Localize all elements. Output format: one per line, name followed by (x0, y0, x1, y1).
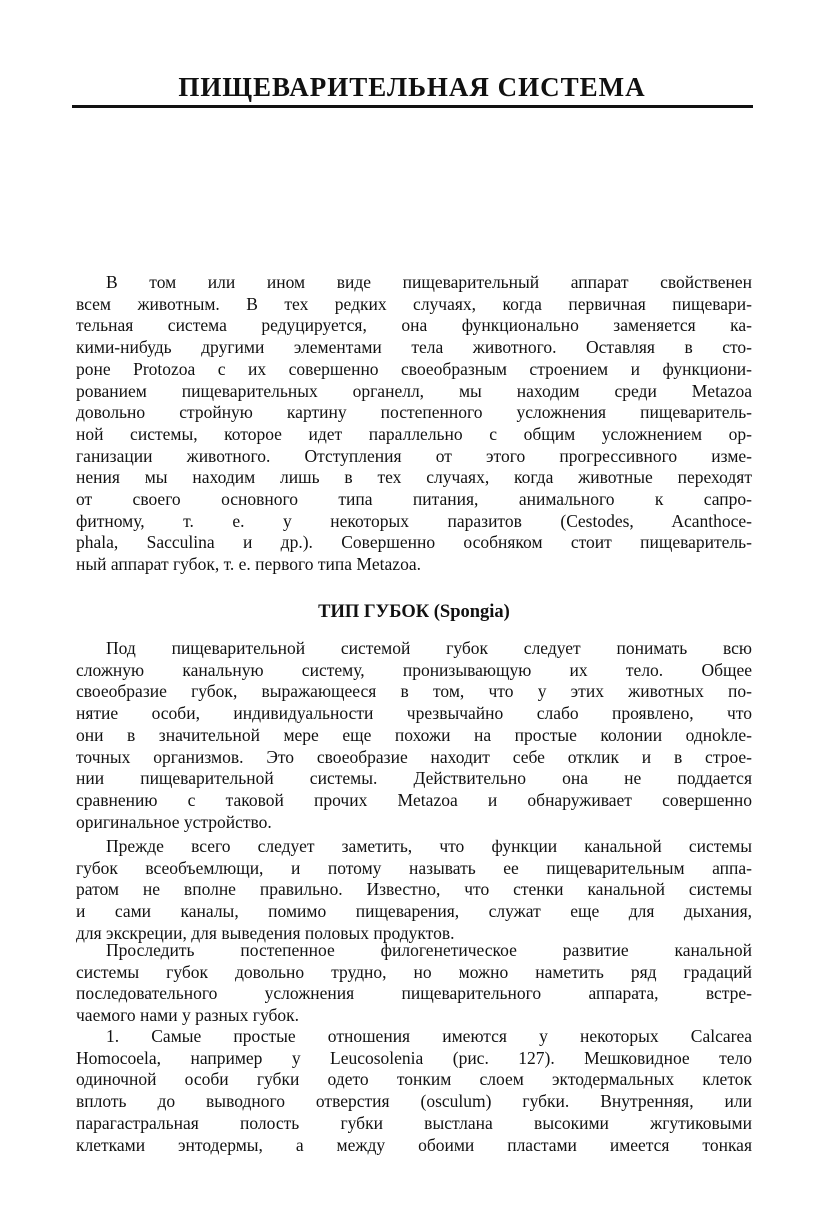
text-line: одиночной особи губки одето тонким слоем эктодермальных клеток (76, 1069, 752, 1090)
text-line: и сами каналы, помимо пищеварения, служат еще для дыхания, (76, 901, 752, 922)
text-line: для экскреции, для выведения половых продуктов. (76, 922, 455, 943)
text-line: чаемого нами у разных губок. (76, 1005, 300, 1026)
text-line: оригинальное устройство. (76, 811, 272, 832)
text-line: рованием пищеварительных органелл, мы находим среди Metazoa (76, 380, 752, 401)
intro-paragraph (76, 272, 752, 576)
text-line: вплоть до выводного отверстия (osculum) губки. Внутренняя, или (76, 1091, 752, 1112)
text-line: phala, Sacculina и др.). Совершенно особняком стоит пищеваритель- (76, 532, 752, 553)
text-line: точных организмов. Это своеобразие находит себе отклик и в строе- (76, 746, 752, 767)
text-line: ратом не вполне правильно. Известно, что стенки канальной системы (76, 879, 752, 900)
text-line: роне Protozoa с их совершенно своеобразным строением и функциони- (76, 358, 752, 379)
text-line: от своего основного типа питания, анимального к сапро- (76, 489, 752, 510)
text-line: последовательного усложнения пищеварительного аппарата, встре- (76, 983, 752, 1004)
text-line: клетками энтодермы, а между обоими пластами имеется тонкая (76, 1134, 752, 1155)
text-line: ной системы, которое идет параллельно с общим усложнением ор- (76, 423, 752, 444)
text-line: Homocoela, например у Leucosolenia (рис. 127). Мешковидное тело (76, 1047, 752, 1068)
section-heading: ТИП ГУБОК (Spongia) (318, 602, 510, 622)
paragraph-4 (76, 1026, 752, 1156)
text-line: сравнению с таковой прочих Metazoa и обнаруживает совершенно (76, 789, 752, 810)
text-line: губок всеобъемлющи, и потому называть ее пищеварительным аппа- (76, 857, 752, 878)
text-line: ганизации животного. Отступления от этого прогрессивного изме- (76, 445, 752, 466)
text-line: сложную канальную систему, пронизывающую их тело. Общее (76, 659, 752, 680)
text-line: фитному, т. е. у некоторых паразитов (Cestodes, Acanthoce- (76, 510, 752, 531)
paragraph-2 (76, 836, 752, 945)
text-line: они в значительной мере еще похожи на простые колонии одноkле- (76, 724, 752, 745)
text-line: довольно стройную картину постепенного усложнения пищеваритель- (76, 402, 752, 423)
text-line: нятие особи, индивидуальности чрезвычайно слабо проявлено, что (76, 703, 752, 724)
text-line: ный аппарат губок, т. е. первого типа Metazoa. (76, 554, 421, 575)
text-line: парагастральная полость губки выстлана высокими жгутиковыми (76, 1112, 752, 1133)
paragraph-1 (76, 638, 752, 833)
text-line: Проследить постепенное филогенетическое развитие канальной (106, 940, 752, 960)
text-line: Под пищеварительной системой губок следует понимать всю (106, 638, 752, 658)
text-line: нии пищеварительной системы. Действительно она не поддается (76, 768, 752, 789)
text-line: нения мы находим лишь в тех случаях, когда животные переходят (76, 467, 752, 488)
paragraph-3 (76, 940, 752, 1027)
text-line: В том или ином виде пищеварительный аппарат свойственен (106, 272, 752, 292)
chapter-title: ПИЩЕВАРИТЕЛЬНАЯ СИСТЕМА (178, 72, 646, 102)
text-line: 1. Самые простые отношения имеются у некоторых Calcarea (106, 1026, 752, 1046)
text-line: системы губок довольно трудно, но можно наметить ряд градаций (76, 961, 752, 982)
text-line: всем животным. В тех редких случаях, когда первичная пищевари- (76, 293, 752, 314)
text-line: кими-нибудь другими элементами тела животного. Оставляя в сто- (76, 337, 752, 358)
text-line: своеобразие губок, выражающееся в том, что у этих животных по- (76, 681, 752, 702)
text-line: Прежде всего следует заметить, что функции канальной системы (106, 836, 752, 856)
text-line: тельная система редуцируется, она функционально заменяется ка- (76, 315, 752, 336)
title-rule (72, 105, 753, 108)
